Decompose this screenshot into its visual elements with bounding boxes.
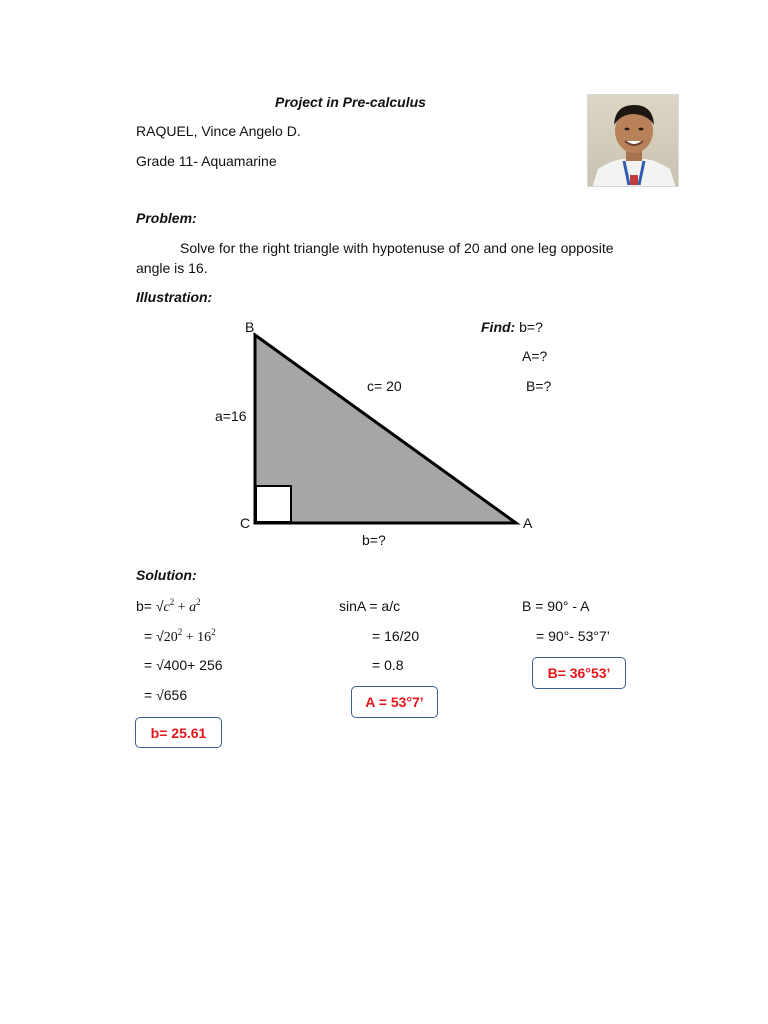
illustration-heading: Illustration: — [136, 289, 213, 305]
answer-angle-b-text: B= 36°53’ — [547, 665, 611, 681]
answer-a-text: A = 53°7’ — [365, 694, 424, 710]
find-heading: Find: — [481, 319, 516, 335]
vertex-c-label: C — [240, 515, 251, 531]
exp-a: 2 — [196, 597, 201, 607]
sol-b-line1 — [136, 598, 201, 616]
answer-b-text: b= 25.61 — [150, 724, 207, 741]
sol-b-line2 — [144, 628, 216, 646]
answer-b-box — [135, 717, 222, 748]
var-c: c — [163, 600, 170, 615]
problem-text-line2: angle is 16. — [136, 260, 208, 276]
solution-heading: Solution: — [136, 567, 197, 583]
right-triangle — [255, 335, 516, 523]
plus-1: + — [174, 600, 190, 615]
sol-angle-b-line1: B = 90° - A — [522, 598, 590, 614]
sol-a-line1: sinA = a/c — [339, 598, 401, 614]
triangle-diagram — [240, 320, 540, 530]
right-angle-marker — [256, 486, 291, 522]
problem-text-line1: Solve for the right triangle with hypotenuse of 20 and one leg opposite — [180, 240, 614, 256]
sol-b-line4: = √656 — [144, 687, 188, 703]
exp-16: 2 — [211, 627, 216, 637]
find-line1 — [481, 319, 543, 335]
hypotenuse-label: c= 20 — [367, 378, 402, 394]
student-photo — [587, 94, 679, 187]
student-name: RAQUEL, Vince Angelo D. — [136, 123, 301, 139]
exp-20: 2 — [177, 627, 183, 637]
sol-angle-b-line2: = 90°- 53°7’ — [536, 628, 610, 644]
var-a: a — [189, 600, 197, 615]
sol-b-line2-prefix: = √ — [144, 628, 164, 644]
answer-a-box — [351, 686, 438, 718]
sol-a-line3: = 0.8 — [372, 657, 404, 673]
grade-section: Grade 11- Aquamarine — [136, 153, 277, 169]
find-item-a: A=? — [522, 348, 548, 364]
find-item-b: b=? — [519, 319, 543, 335]
sol-b-line3: = √400+ 256 — [144, 657, 223, 673]
find-item-angle-b: B=? — [526, 378, 552, 394]
sol-b-line1-prefix: b= √ — [136, 598, 164, 614]
plus-2: + — [182, 630, 198, 645]
num-16: 16 — [197, 630, 212, 645]
sol-a-line2: = 16/20 — [372, 628, 420, 644]
num-20: 20 — [163, 630, 178, 645]
side-a-label: a=16 — [215, 408, 247, 424]
vertex-a-label: A — [523, 515, 533, 531]
vertex-b-label: B — [245, 319, 255, 335]
page-title: Project in Pre-calculus — [275, 94, 426, 110]
exp-c: 2 — [169, 597, 175, 607]
side-b-label: b=? — [362, 532, 386, 548]
problem-heading: Problem: — [136, 210, 197, 226]
answer-angle-b-box — [532, 657, 626, 689]
